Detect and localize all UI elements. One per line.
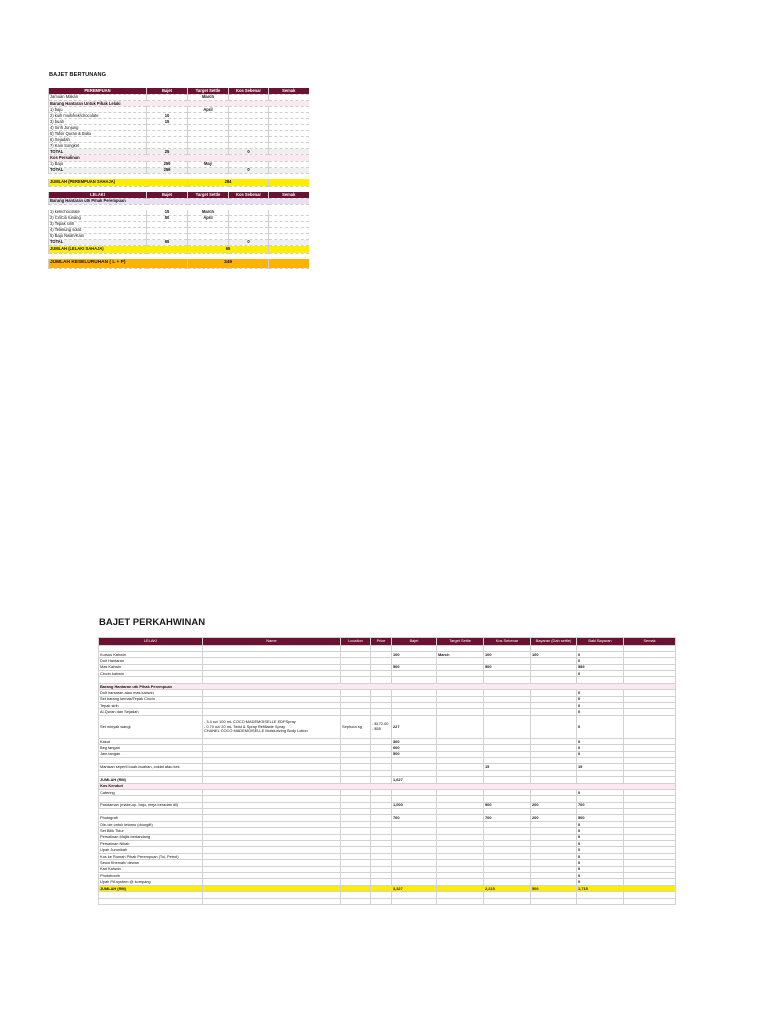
table-cell: 900 <box>484 802 531 808</box>
table-cell: March <box>437 651 484 657</box>
table-cell: Persalinan Nikah <box>99 841 203 847</box>
table-cell: 0 <box>577 879 624 885</box>
table-cell: 500 <box>531 885 577 891</box>
table-cell: 0 <box>577 658 624 664</box>
table-cell: 300 <box>392 738 437 744</box>
table-cell: 227 <box>392 715 437 738</box>
table-cell: Kos Sebenar <box>229 88 269 95</box>
table-cell: Upah Jurunikah <box>99 847 203 853</box>
table-cell <box>577 898 624 904</box>
table-cell: 4) Telekung solat <box>49 227 147 233</box>
table-cell: March <box>188 95 229 101</box>
table-cell: 0 <box>577 828 624 834</box>
table-cell: 10 <box>147 113 188 119</box>
table-cell: Persalinan Majlis bertandang <box>99 834 203 840</box>
table-cell: PEREMPUAN <box>49 88 147 95</box>
table-cell: 500 <box>392 664 437 670</box>
table-cell: 15 <box>147 119 188 125</box>
table-cell: Ole-ole untuk tetamu (doorgift) <box>99 821 203 827</box>
table-cell: Bayaran (Dah settle) <box>531 638 577 646</box>
table-cell: Set minyak wangi <box>99 715 203 738</box>
table-cell: Duit Hantaran <box>99 658 203 664</box>
table-cell <box>624 715 676 738</box>
perfume-row <box>99 715 676 738</box>
table-cell: Pandaman (make-up, baju, meja beradab dll) <box>99 802 203 808</box>
table-cell: 2) kuih muih/kek/chocolate <box>49 113 147 119</box>
table-cell: Set Bilik Tidur <box>99 828 203 834</box>
total-label: JUMLAH KESELURUHAN ( L + P) <box>49 259 188 269</box>
table-cell: Catering <box>99 789 203 795</box>
table-cell <box>99 898 203 904</box>
table-cell: Sewa Khemah/ dewan <box>99 860 203 866</box>
table-cell: 0 <box>577 873 624 879</box>
table-cell: Al-Quran dan Sejadah <box>99 709 203 715</box>
table-cell <box>392 898 437 904</box>
table-cell: 0 <box>577 789 624 795</box>
table-cell <box>437 898 484 904</box>
table-cell: Kos ke Rumah Pihak Perempuan (Tol, Petrol) <box>99 853 203 859</box>
table-cell <box>624 898 676 904</box>
table-cell: 100 <box>531 651 577 657</box>
table-cell: May <box>188 161 229 167</box>
table-cell: Set barang kemas/Tepak Cincin <box>99 696 203 702</box>
table-cell: 100 <box>484 651 531 657</box>
table-cell: TOTAL <box>49 149 147 155</box>
table-cell: 65 <box>147 239 188 245</box>
total-value: 65 <box>188 245 269 253</box>
table-cell: 0 <box>577 834 624 840</box>
table-cell: JUMLAH (RM) <box>99 777 203 783</box>
table-cell: 600 <box>392 745 437 751</box>
section-label: Kos Kenduri <box>99 783 676 789</box>
table-cell: 0 <box>229 149 269 155</box>
jumlah-keseluruhan-row <box>49 259 309 269</box>
table-cell: 0 <box>229 239 269 245</box>
table-cell: 500 <box>577 815 624 821</box>
section-label: Barang Hantaran Untuk Pihak Lelaki <box>49 101 309 107</box>
table-cell: Kursus Kahwin <box>99 651 203 657</box>
table-cell: Kos Sebenar <box>484 638 531 646</box>
table-cell: Target Settle <box>188 88 229 95</box>
total-label: JUMLAH (LELAKI SAHAJA) <box>49 245 188 253</box>
jumlah-perempuan-row <box>49 179 309 187</box>
table-cell: 25 <box>147 149 188 155</box>
table-cell: Target Settle <box>188 192 229 199</box>
table-cell: Target Settle <box>437 638 484 646</box>
table-cell: Tepak sirih <box>99 703 203 709</box>
table-cell <box>437 715 484 738</box>
table-cell: 0 <box>577 847 624 853</box>
budget1-title: BAJET BERTUNANG <box>49 72 107 78</box>
table-cell <box>484 898 531 904</box>
table-cell: Semak <box>269 88 309 95</box>
table-cell: 0 <box>577 715 624 738</box>
table-header <box>99 638 676 646</box>
table-cell: Beg tangan <box>99 745 203 751</box>
table-cell: Kad Kahwin <box>99 866 203 872</box>
empty-row <box>99 898 676 904</box>
section-label: Kos Persalinan <box>49 155 309 161</box>
table-cell: April <box>188 215 229 221</box>
table-cell: 1) kek/chocolate <box>49 210 147 216</box>
table-cell: 0 <box>577 703 624 709</box>
table-cell: Location <box>341 638 371 646</box>
table-cell: 0 <box>577 696 624 702</box>
table-cell: 2,215 <box>484 885 531 891</box>
table-cell: 500 <box>484 664 531 670</box>
table-cell: 0 <box>229 167 269 173</box>
table-cell: Semak <box>624 638 676 646</box>
table-cell: Jam tangan <box>99 751 203 757</box>
table-cell: 6) Sejadah <box>49 137 147 143</box>
table-cell: 0 <box>577 751 624 757</box>
table-cell: 700 <box>392 815 437 821</box>
table-cell: 15 <box>484 764 531 770</box>
table-cell: 15 <box>147 210 188 216</box>
table-cell: 0 <box>577 745 624 751</box>
table-cell: 500 <box>392 751 437 757</box>
table-cell: 3) buah <box>49 119 147 125</box>
table-cell <box>203 898 341 904</box>
table-cell: 3) Tepak sirih <box>49 221 147 227</box>
total-value: 349 <box>188 259 269 269</box>
table-cell: 5) Tafsir Quran & Buku <box>49 131 147 137</box>
jumlah-lelaki-row <box>49 245 309 253</box>
table-cell: LELAKI <box>99 638 203 646</box>
table-cell: Price <box>371 638 392 646</box>
table-cell: 0 <box>577 651 624 657</box>
table-cell: 0 <box>577 738 624 744</box>
table-cell <box>531 715 577 738</box>
table-cell: 1,000 <box>392 802 437 808</box>
table-cell: 0 <box>577 841 624 847</box>
table-cell <box>371 898 392 904</box>
table-cell: 0 <box>577 860 624 866</box>
table-cell: Bajet <box>392 638 437 646</box>
table-cell: - $172.00 - $55 <box>371 715 392 738</box>
engagement-budget-table <box>48 88 309 269</box>
table-cell: 589 <box>577 664 624 670</box>
table-cell: 4) Sirih Junjung <box>49 125 147 131</box>
wedding-budget-table <box>98 637 676 905</box>
table-cell: Kasut <box>99 738 203 744</box>
total-value: 284 <box>188 179 269 187</box>
table-cell: 0 <box>577 671 624 677</box>
table-cell: Cincin kahwin <box>99 671 203 677</box>
table-cell: 5) Baju Nikah/Kain <box>49 233 147 239</box>
table-cell: 7) Kain Songket <box>49 143 147 149</box>
table-cell: JUMLAH (RM) <box>99 885 203 891</box>
table-cell: 0 <box>577 853 624 859</box>
table-cell <box>484 715 531 738</box>
table-cell: 1) Baju <box>49 161 147 167</box>
table-cell: Photobooth <box>99 873 203 879</box>
table-cell: 15 <box>577 764 624 770</box>
table-cell: Name <box>203 638 341 646</box>
table-cell: March <box>188 210 229 216</box>
table-cell: Manisan seperti buah-buahan, coklat atau kek <box>99 764 203 770</box>
total-label: JUMLAH (PEREMPUAN SAHAJA) <box>49 179 188 187</box>
table-cell: 1) baju <box>49 107 147 113</box>
table-cell: 0 <box>577 690 624 696</box>
table-cell: 2) CinCin tunang <box>49 215 147 221</box>
table-cell <box>341 898 371 904</box>
table-cell: 1,627 <box>392 777 437 783</box>
table-cell: 700 <box>577 802 624 808</box>
table-cell: Bajet <box>147 192 188 199</box>
table-cell: 259 <box>147 161 188 167</box>
table-cell: 0 <box>577 866 624 872</box>
table-cell: Mas Kahwin <box>99 664 203 670</box>
table-cell <box>531 898 577 904</box>
table-cell: 50 <box>147 215 188 221</box>
table-cell: TOTAL <box>49 167 147 173</box>
table-cell: Photografi <box>99 815 203 821</box>
table-cell: Kos Sebenar <box>229 192 269 199</box>
table-cell: - 3.4 oz/ 100 mL COCO MADEMOISELLE EDPSpray - 0.70 oz/ 20 mL Twist & Spray Refillable Spray CHANEL COCO MADEMOISELLE Moisturizing Body Lotion <box>203 715 341 738</box>
table-cell: 200 <box>531 802 577 808</box>
table-cell: 1,715 <box>577 885 624 891</box>
table-cell: 100 <box>392 651 437 657</box>
table-cell: April <box>188 107 229 113</box>
table-cell: 259 <box>147 167 188 173</box>
section-label: Barang Hantaran utk Pihak Perempuan <box>99 683 676 689</box>
table-cell: Jamuan Makan <box>49 95 147 101</box>
table-cell: 200 <box>531 815 577 821</box>
table-cell: Duit hantaran atau mas kahwin <box>99 690 203 696</box>
table-cell: 0 <box>577 709 624 715</box>
table-cell: Sephora sg <box>341 715 371 738</box>
table-cell: 0 <box>577 821 624 827</box>
budget2-title: BAJET PERKAHWINAN <box>99 617 206 628</box>
table-cell: Bajet <box>147 88 188 95</box>
table-cell: LELAKI <box>49 192 147 199</box>
section-label: Barang Hantaran utk Pihak Perempuan <box>49 198 309 204</box>
table-cell: Semak <box>269 192 309 199</box>
table-cell: 3,327 <box>392 885 437 891</box>
table-cell: TOTAL <box>49 239 147 245</box>
table-cell: Upah PA system @ kompang <box>99 879 203 885</box>
table-cell: Baki Bayaran <box>577 638 624 646</box>
table-cell: 700 <box>484 815 531 821</box>
